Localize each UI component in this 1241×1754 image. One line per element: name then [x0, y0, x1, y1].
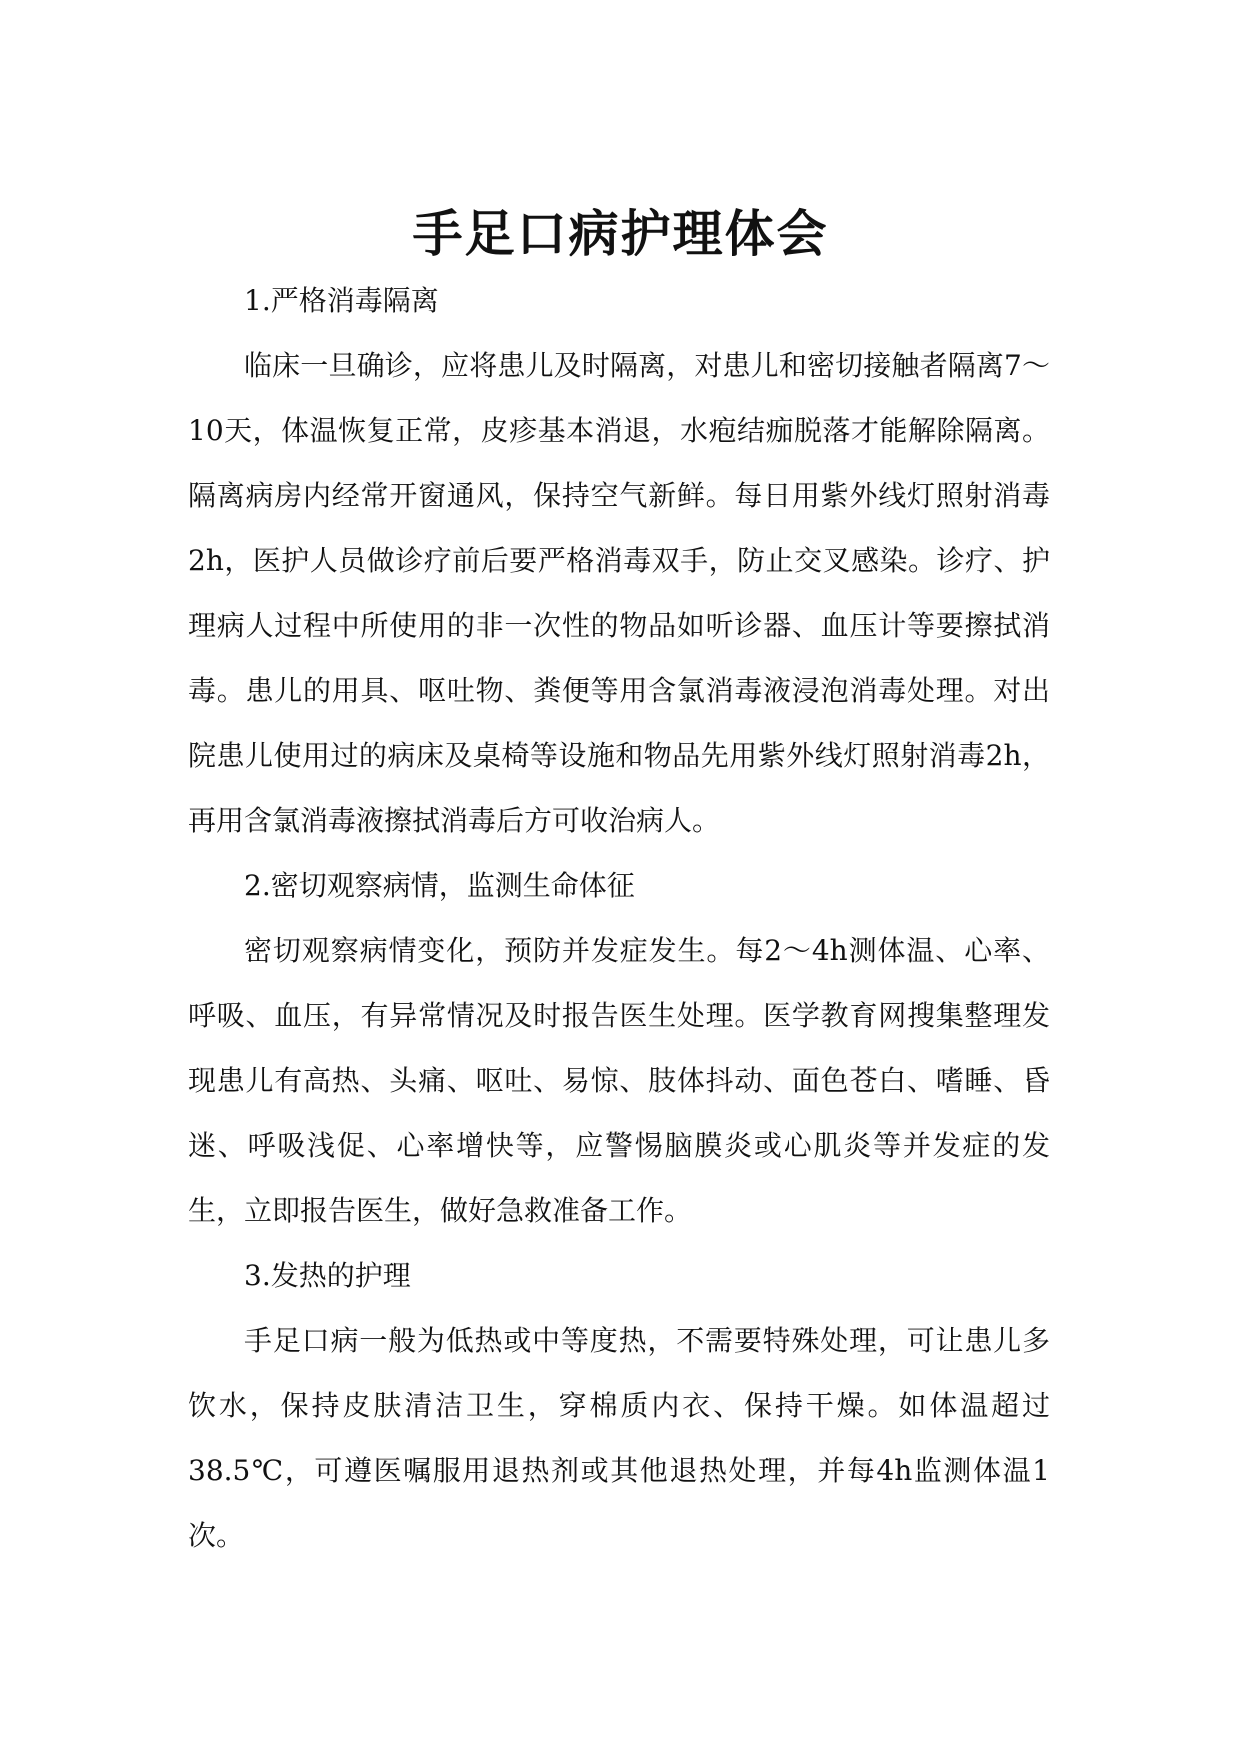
section-paragraph-2: 密切观察病情变化，预防并发症发生。每2～4h测体温、心率、呼吸、血压，有异常情况及时报告医生处理。医学教育网搜集整理发现患儿有高热、头痛、呕吐、易惊、肢体抖动、面色苍白、嗜睡、昏迷、呼吸浅促、心率增快等，应警惕脑膜炎或心肌炎等并发症的发生，立即报告医生，做好急救准备工作。 [188, 934, 1050, 1227]
section-heading-1: 1.严格消毒隔离 [244, 284, 439, 317]
page-title: 手足口病护理体会 [412, 203, 829, 263]
section-heading-2: 2.密切观察病情，监测生命体征 [244, 869, 635, 902]
section-paragraph-3: 手足口病一般为低热或中等度热，不需要特殊处理，可让患儿多饮水，保持皮肤清洁卫生，穿棉质内衣、保持干燥。如体温超过38.5℃，可遵医嘱服用退热剂或其他退热处理，并每4h监测体温1次。 [188, 1324, 1050, 1552]
section-heading-3: 3.发热的护理 [244, 1259, 411, 1292]
section-paragraph-1: 临床一旦确诊，应将患儿及时隔离，对患儿和密切接触者隔离7～10天，体温恢复正常，皮疹基本消退，水疱结痂脱落才能解除隔离。隔离病房内经常开窗通风，保持空气新鲜。每日用紫外线灯照射消毒2h，医护人员做诊疗前后要严格消毒双手，防止交叉感染。诊疗、护理病人过程中所使用的非一次性的物品如听诊器、血压计等要擦拭消毒。患儿的用具、呕吐物、粪便等用含氯消毒液浸泡消毒处理。对出院患儿使用过的病床及桌椅等设施和物品先用紫外线灯照射消毒2h，再用含氯消毒液擦拭消毒后方可收治病人。 [188, 349, 1050, 837]
document-body [188, 268, 1050, 1568]
